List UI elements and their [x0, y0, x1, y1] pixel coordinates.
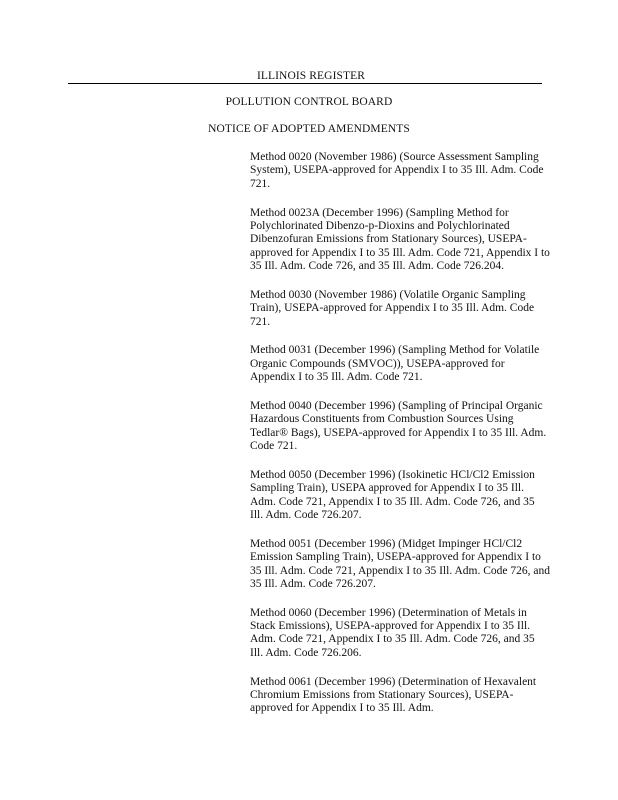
method-entry-0040: Method 0040 (December 1996) (Sampling of Principal Organic Hazardous Constituents from Combustion Sources Using Tedlar® Bags), USEPA-approved for Appendix I to 35 Ill. Adm. Code 721. — [250, 399, 547, 453]
method-entry-0031: Method 0031 (December 1996) (Sampling Method for Volatile Organic Compounds (SMVOC)), USEPA-approved for Appendix I to 35 Ill. Adm. Code 721. — [250, 344, 540, 384]
method-entry-0060: Method 0060 (December 1996) (Determination of Metals in Stack Emissions), USEPA-approved for Appendix I to 35 Ill. Adm. Code 721, Appendix I to 35 Ill. Adm. Code 726, and 35 Ill. Adm. Code 726.206. — [250, 606, 535, 659]
method-entry-0061: Method 0061 (December 1996) (Determination of Hexavalent Chromium Emissions from Stationary Sources), USEPA-approved for Appendix I to 35 Ill. Adm. — [250, 675, 537, 715]
notice-title: NOTICE OF ADOPTED AMENDMENTS — [208, 123, 410, 135]
method-list — [250, 151, 550, 731]
method-entry-0020: Method 0020 (November 1986) (Source Assessment Sampling System), USEPA-approved for Appendix I to 35 Ill. Adm. Code 721. — [250, 151, 544, 190]
board-title: POLLUTION CONTROL BOARD — [225, 96, 393, 108]
method-entry-0030: Method 0030 (November 1986) (Volatile Organic Sampling Train), USEPA-approved for Appendix I to 35 Ill. Adm. Code 721. — [250, 288, 535, 328]
register-title: ILLINOIS REGISTER — [256, 70, 366, 82]
method-entry-0051: Method 0051 (December 1996) (Midget Impinger HCl/Cl2 Emission Sampling Train), USEPA-approved for Appendix I to 35 Ill. Adm. Code 721, Appendix I to 35 Ill. Adm. Code 726, and 35 Ill. Adm. Code 726.207. — [250, 537, 550, 590]
method-entry-0050: Method 0050 (December 1996) (Isokinetic HCl/Cl2 Emission Sampling Train), USEPA approved for Appendix I to 35 Ill. Adm. Code 721, Appendix I to 35 Ill. Adm. Code 726, and 35 Ill. Adm. Code 726.207. — [250, 468, 535, 522]
header-rule — [68, 83, 542, 84]
method-entry-0023a: Method 0023A (December 1996) (Sampling Method for Polychlorinated Dibenzo-p-Dioxins and Polychlorinated Dibenzofuran Emissions from Stationary Sources), USEPA-approved for Appendix I to 35 Ill. Adm. Code 721, Appendix I to 35 Ill. Adm. Code 726, and 35 Ill. Adm. Code 726.204. — [250, 206, 550, 273]
